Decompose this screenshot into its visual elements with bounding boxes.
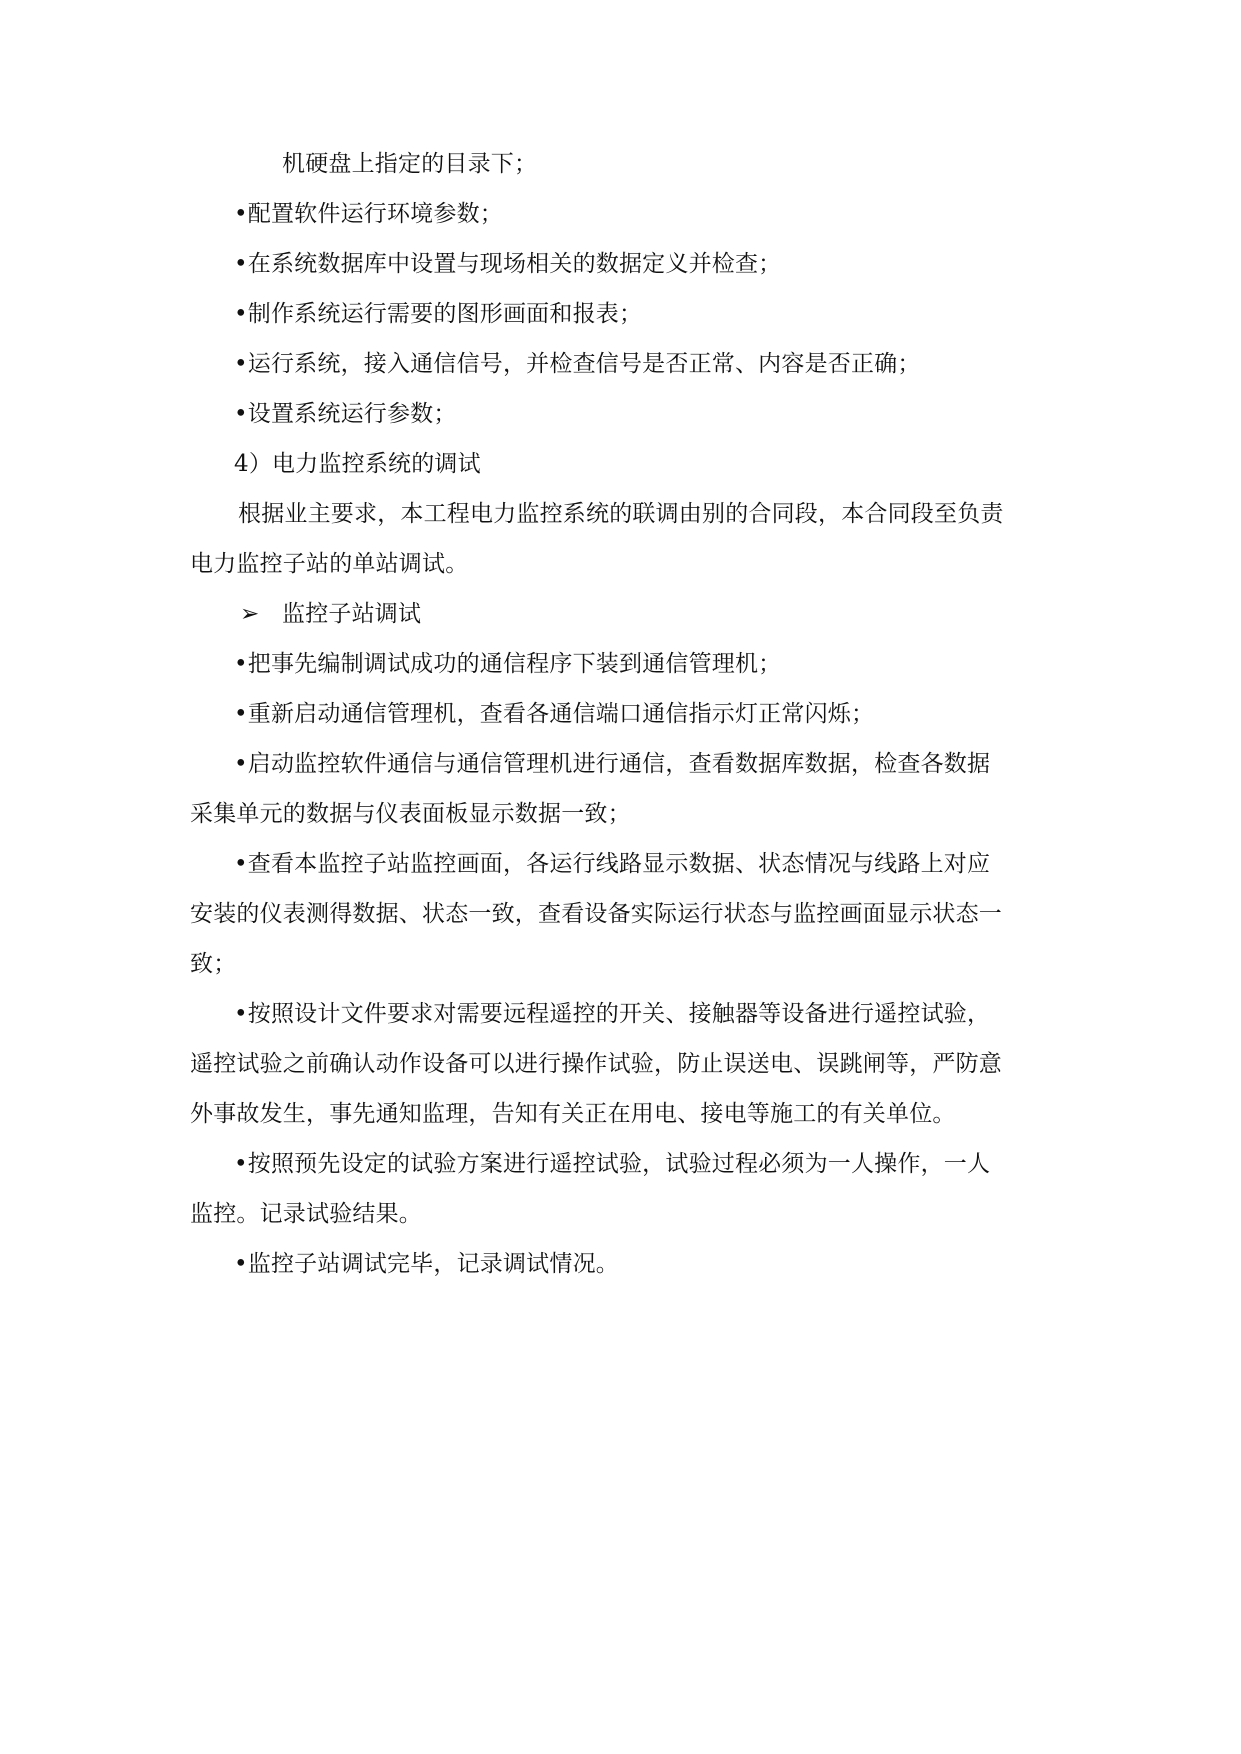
continuation-line: 致； [190, 951, 237, 977]
bullet-line: •监控子站调试完毕，记录调试情况。 [234, 1251, 619, 1277]
bullet-line: •重新启动通信管理机，查看各通信端口通信指示灯正常闪烁； [234, 701, 875, 727]
bullet-line: •把事先编制调试成功的通信程序下装到通信管理机； [234, 651, 782, 677]
bullet-line: •设置系统运行参数； [234, 401, 457, 427]
continuation-line: 监控。记录试验结果。 [190, 1201, 422, 1227]
continuation-line: 采集单元的数据与仪表面板显示数据一致； [190, 801, 631, 827]
arrow-bullet-icon: ➢ [240, 601, 260, 627]
bullet-line: •配置软件运行环境参数； [234, 201, 503, 227]
continuation-line: 外事故发生，事先通知监理，告知有关正在用电、接电等施工的有关单位。 [190, 1101, 956, 1127]
bullet-line: •在系统数据库中设置与现场相关的数据定义并检查； [234, 251, 782, 277]
subsection-title: 监控子站调试 [282, 601, 422, 627]
bullet-line: •制作系统运行需要的图形画面和报表； [234, 301, 643, 327]
bullet-line: •按照预先设定的试验方案进行遥控试验，试验过程必须为一人操作，一人 [234, 1151, 991, 1177]
bullet-line: •运行系统，接入通信信号，并检查信号是否正常、内容是否正确； [234, 351, 921, 377]
bullet-line: •查看本监控子站监控画面，各运行线路显示数据、状态情况与线路上对应 [234, 851, 991, 877]
subsection-heading [240, 597, 1108, 631]
text-line: 机硬盘上指定的目录下； [282, 151, 538, 177]
bullet-line: •按照设计文件要求对需要远程遥控的开关、接触器等设备进行遥控试验， [234, 1001, 991, 1027]
section-heading: 4）电力监控系统的调试 [234, 451, 481, 477]
paragraph-line: 电力监控子站的单站调试。 [190, 551, 469, 577]
continuation-line: 安装的仪表测得数据、状态一致，查看设备实际运行状态与监控画面显示状态一 [190, 901, 1002, 927]
paragraph-line: 根据业主要求，本工程电力监控系统的联调由别的合同段，本合同段至负责 [238, 501, 1004, 527]
bullet-line: •启动监控软件通信与通信管理机进行通信，查看数据库数据，检查各数据 [234, 751, 991, 777]
continuation-line: 遥控试验之前确认动作设备可以进行操作试验，防止误送电、误跳闸等，严防意 [190, 1051, 1002, 1077]
